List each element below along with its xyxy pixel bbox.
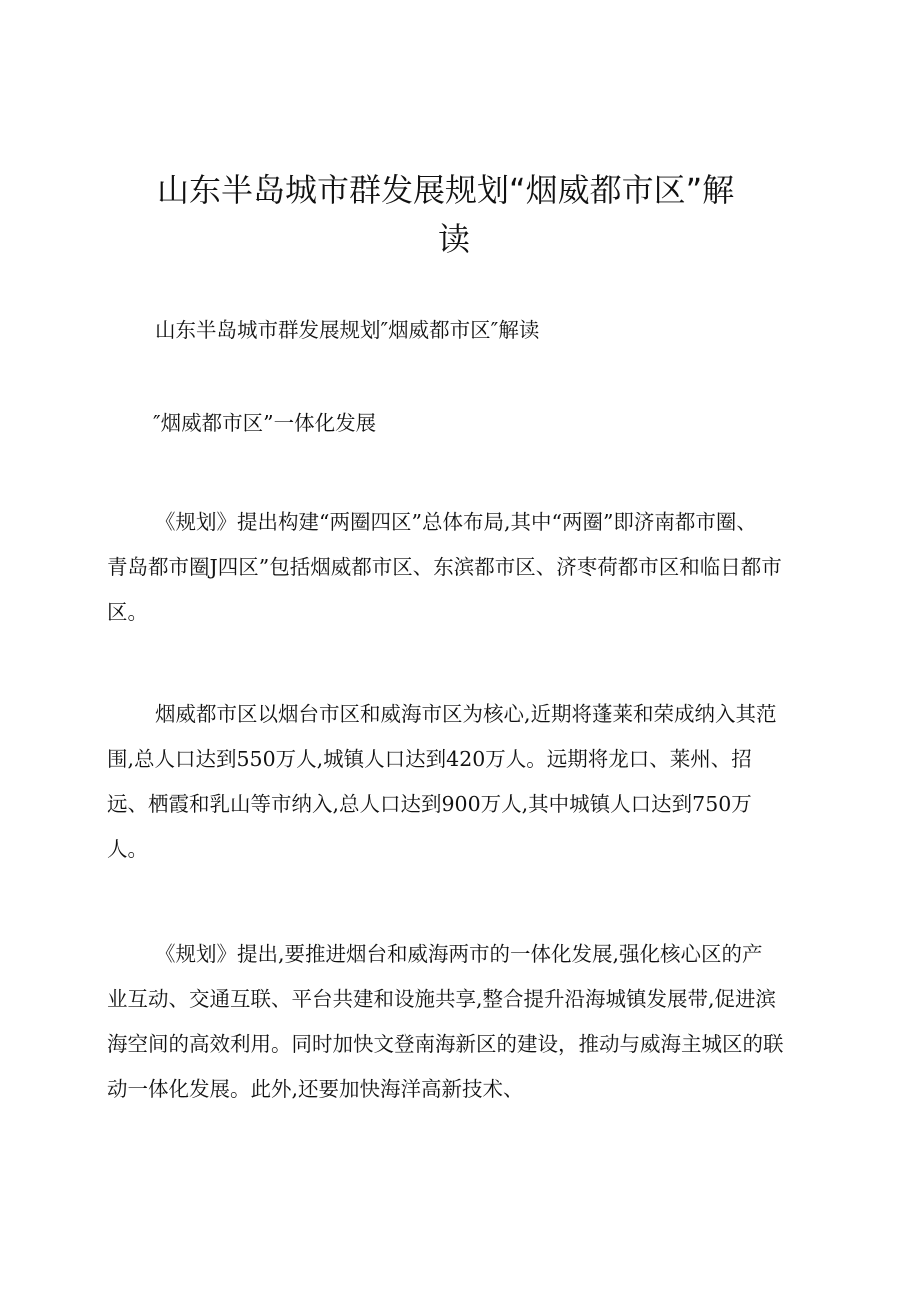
paragraph-2-line-4: 人。 (107, 837, 148, 861)
paragraph-2-line-3: 远、栖霞和乳山等市纳入,总人口达到900万人,其中城镇人口达到750万 (107, 792, 752, 816)
paragraph-3-line-1: 《规划》提出,要推进烟台和威海两市的一体化发展,强化核心区的产 (155, 942, 763, 966)
paragraph-3-line-3: 海空间的高效利用。同时加快文登南海新区的建设，推动与威海主城区的联 (107, 1032, 784, 1056)
section-heading: ″烟威都市区”一体化发展 (153, 411, 377, 435)
document-title-line-2: 读 (438, 220, 471, 258)
paragraph-2-line-1: 烟威都市区以烟台市区和威海市区为核心,近期将蓬莱和荣成纳入其范 (155, 702, 777, 726)
paragraph-1-line-3: 区。 (107, 600, 148, 624)
document-title-line-1: 山东半岛城市群发展规划“烟威都市区”解 (157, 171, 735, 209)
paragraph-3-line-4: 动一体化发展。此外,还要加快海洋高新技术、 (107, 1077, 524, 1101)
paragraph-1-line-1: 《规划》提出构建“两圈四区”总体布局,其中“两圈”即济南都市圈、 (155, 510, 757, 534)
paragraph-2-line-2: 围,总人口达到550万人,城镇人口达到420万人。远期将龙口、莱州、招 (107, 747, 752, 771)
document-subtitle: 山东半岛城市群发展规划″烟威都市区″解读 (155, 318, 540, 342)
paragraph-3-line-2: 业互动、交通互联、平台共建和设施共享,整合提升沿海城镇发展带,促进滨 (107, 987, 777, 1011)
paragraph-1-line-2: 青岛都市圈J四区”包括烟威都市区、东滨都市区、济枣荷都市区和临日都市 (107, 555, 782, 579)
